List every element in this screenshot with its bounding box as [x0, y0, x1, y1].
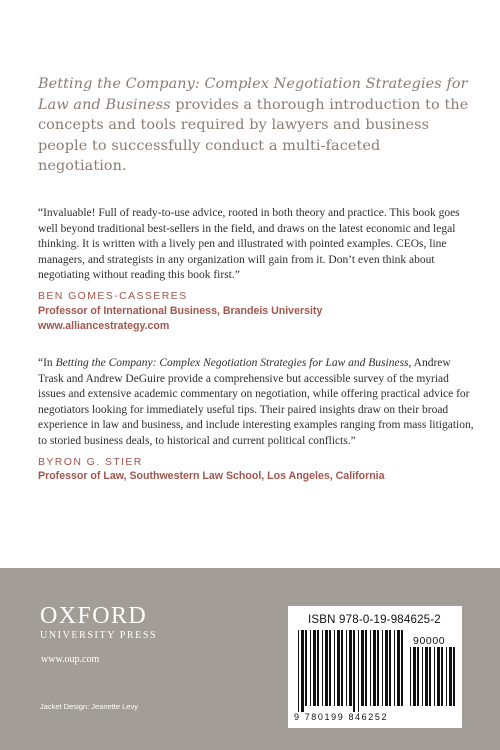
- quote-lead: “In: [38, 357, 56, 369]
- endorsement-attribution: [38, 289, 474, 333]
- price-code: 90000: [413, 635, 446, 647]
- price-barcode-graphic: [410, 647, 458, 712]
- intro-paragraph: [38, 74, 470, 177]
- endorser-website: www.alliancestrategy.com: [38, 319, 170, 332]
- publisher-website: www.oup.com: [41, 654, 100, 665]
- barcode-panel: [288, 606, 462, 728]
- quote-body: , Andrew Trask and Andrew DeGuire provide a comprehensive but accessible survey of the myriad issues and extensive academic commentary on negotiation, while offering practical advice for negotiators looking for immediately useful tips. Their paired insights draw on their broad experience in law and business, and include interesting examples ranging from mass litigation, to storied business deals, to historical and current political conflicts.”: [38, 357, 474, 447]
- endorser-title: Professor of Law, Southwestern Law School, Los Angeles, California: [38, 470, 385, 483]
- endorser-name: BYRON G. STIER: [38, 455, 143, 468]
- jacket-credit: Jacket Design: Jeanette Levy: [40, 702, 138, 711]
- publisher-brand: OXFORD: [40, 603, 148, 629]
- book-title: Betting the Company: Complex Negotiation Strategies for Law and Business: [38, 76, 468, 113]
- endorsement-attribution: [38, 455, 474, 485]
- endorsement-text: [38, 356, 474, 450]
- endorsement-1: [38, 206, 474, 333]
- publisher-press: UNIVERSITY PRESS: [40, 630, 158, 641]
- publisher-logo: [40, 604, 157, 642]
- endorsement-2: [38, 356, 474, 484]
- isbn-barcode-graphic: [298, 630, 406, 712]
- endorsement-text: “Invaluable! Full of ready-to-use advice, rooted in both theory and practice. This book goes well beyond traditional best-sellers in the field, and draws on the latest economic and legal thinking. It is written with a lively pen and illustrated with pointed examples. CEOs, line managers, and strategists in any organization will gain from it. Don’t even think about negotiating without reading this book first.”: [38, 207, 460, 282]
- barcode-digits: 9 780199 846252: [294, 712, 389, 722]
- endorser-title: Professor of International Business, Brandeis University: [38, 304, 323, 317]
- endorser-name: BEN GOMES-CASSERES: [38, 289, 188, 302]
- isbn-label: ISBN 978-0-19-984625-2: [308, 614, 441, 626]
- quote-book-title: Betting the Company: Complex Negotiation Strategies for Law and Business: [55, 357, 409, 369]
- intro-text: provides a thorough introduction to the concepts and tools required by lawyers and business people to successfully conduct a multi-faceted negotiation.: [38, 96, 469, 175]
